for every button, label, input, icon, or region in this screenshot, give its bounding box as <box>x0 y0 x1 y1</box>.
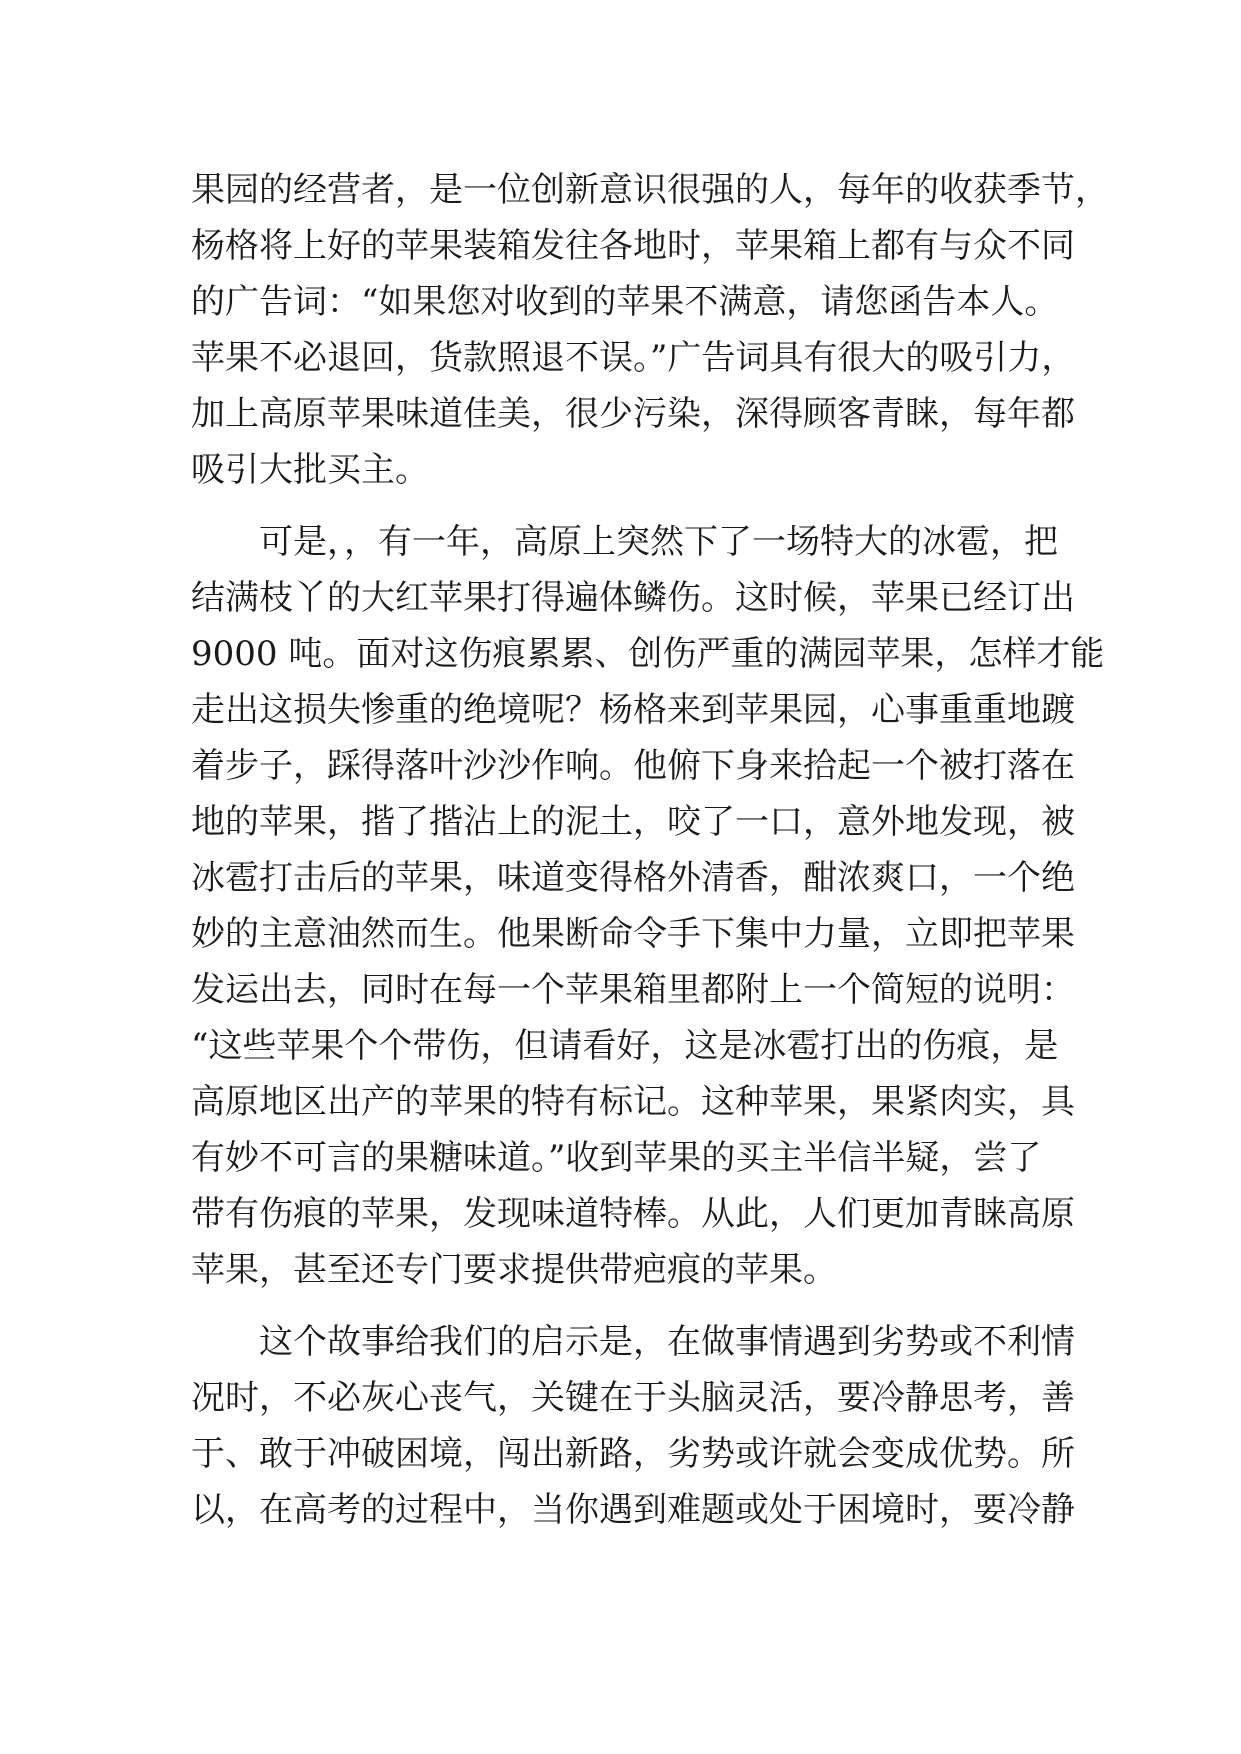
text-line: 的广告词：“如果您对收到的苹果不满意，请您函告本人。 <box>191 282 1059 322</box>
text-line: 苹果，甚至还专门要求提供带疤痕的苹果。 <box>191 1250 837 1290</box>
text-line: “这些苹果个个带伤，但请看好，这是冰雹打出的伤痕，是 <box>191 1026 1059 1066</box>
paragraph <box>191 514 1105 1298</box>
text-line: 妙的主意油然而生。他果断命令手下集中力量，立即把苹果 <box>191 914 1075 954</box>
text-line: 况时，不必灰心丧气，关键在于头脑灵活，要冷静思考，善 <box>191 1378 1075 1418</box>
text-line: 走出这损失惨重的绝境呢？杨格来到苹果园，心事重重地踱 <box>191 690 1075 730</box>
text-line: 果园的经营者，是一位创新意识很强的人，每年的收获季节， <box>191 170 1109 210</box>
text-line: 9000 吨。面对这伤痕累累、创伤严重的满园苹果，怎样才能 <box>191 634 1105 674</box>
text-line: 地的苹果，揩了揩沾上的泥土，咬了一口，意外地发现，被 <box>191 802 1075 842</box>
text-line: 结满枝丫的大红苹果打得遍体鳞伤。这时候，苹果已经订出 <box>191 578 1075 618</box>
text-line: 苹果不必退回，货款照退不误。”广告词具有很大的吸引力， <box>191 338 1076 378</box>
document-body <box>191 162 1109 1538</box>
text-line: 这个故事给我们的启示是，在做事情遇到劣势或不利情 <box>259 1322 1075 1362</box>
text-line: 杨格将上好的苹果装箱发往各地时，苹果箱上都有与众不同 <box>191 226 1075 266</box>
text-line: 加上高原苹果味道佳美，很少污染，深得顾客青睐，每年都 <box>191 394 1075 434</box>
text-line: 以，在高考的过程中，当你遇到难题或处于困境时，要冷静 <box>191 1490 1075 1530</box>
text-line: 发运出去，同时在每一个苹果箱里都附上一个简短的说明： <box>191 970 1075 1010</box>
paragraph <box>191 162 1109 498</box>
text-line: 有妙不可言的果糖味道。”收到苹果的买主半信半疑，尝了 <box>191 1138 1042 1178</box>
text-line: 着步子，踩得落叶沙沙作响。他俯下身来拾起一个被打落在 <box>191 746 1075 786</box>
text-line: 冰雹打击后的苹果，味道变得格外清香，酣浓爽口，一个绝 <box>191 858 1075 898</box>
text-line: 高原地区出产的苹果的特有标记。这种苹果，果紧肉实，具 <box>191 1082 1075 1122</box>
text-line: 吸引大批买主。 <box>191 450 429 490</box>
paragraph <box>191 1314 1075 1538</box>
text-line: 可是，，有一年，高原上突然下了一场特大的冰雹，把 <box>259 522 1058 562</box>
text-line: 于、敢于冲破困境，闯出新路，劣势或许就会变成优势。所 <box>191 1434 1075 1474</box>
text-line: 带有伤痕的苹果，发现味道特棒。从此，人们更加青睐高原 <box>191 1194 1075 1234</box>
